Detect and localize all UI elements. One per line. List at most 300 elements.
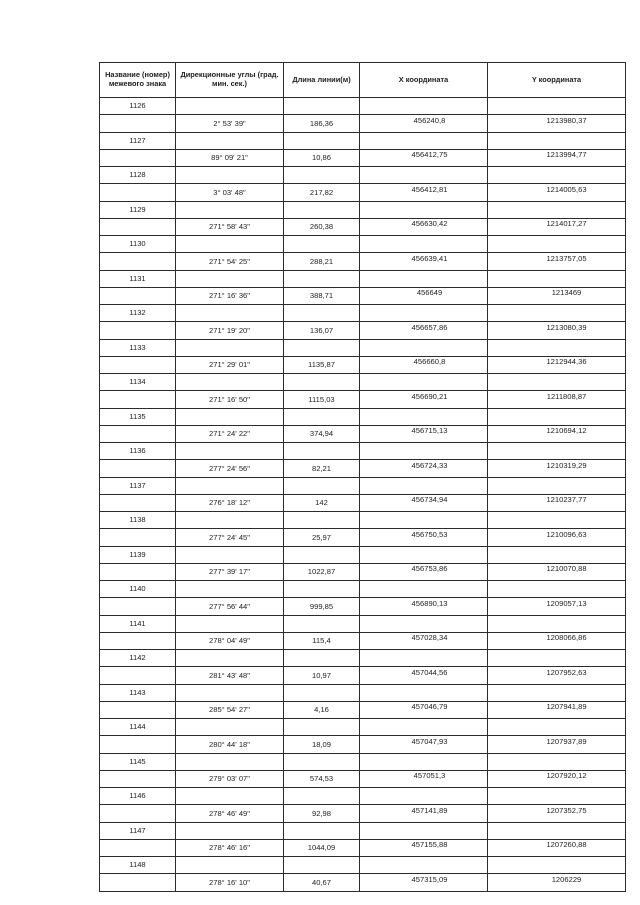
x-coordinate-cell [360,839,488,856]
coordinates-sheet [99,62,625,887]
line-length-cell [284,167,360,184]
direction-angle-cell [176,443,284,460]
point-name-cell-text: 1126 [129,101,146,111]
table-row [100,736,626,753]
point-name-cell [100,719,176,736]
direction-angle-cell [176,632,284,649]
y-coordinate-cell-text: 1209057,13 [546,598,587,608]
line-length-cell-text: 288,21 [309,256,334,266]
line-length-cell [284,201,360,218]
x-coordinate-cell-text: 456734,94 [411,495,448,505]
x-coordinate-cell [360,598,488,615]
direction-angle-cell [176,460,284,477]
point-name-cell [100,201,176,218]
table-row [100,408,626,425]
line-length-cell-text: 1135,87 [308,360,335,370]
direction-angle-cell [176,546,284,563]
direction-angle-cell [176,839,284,856]
x-coordinate-cell-text: 456240,8 [413,115,446,125]
line-length-cell-text: 115,4 [312,636,331,646]
table-row [100,356,626,373]
line-length-cell [284,460,360,477]
direction-angle-cell [176,201,284,218]
y-coordinate-cell [488,305,626,322]
table-row [100,253,626,270]
direction-angle-cell-text: 271° 24' 22" [209,429,250,439]
point-name-cell-text: 1129 [129,204,146,214]
y-coordinate-cell [488,184,626,201]
y-coordinate-cell [488,270,626,287]
y-coordinate-cell [488,753,626,770]
point-name-cell [100,701,176,718]
table-row [100,98,626,115]
direction-angle-cell [176,857,284,874]
x-coordinate-cell [360,874,488,891]
direction-angle-cell-text: 276° 18' 12" [209,498,250,508]
point-name-cell [100,805,176,822]
table-row [100,650,626,667]
point-name-cell [100,322,176,339]
point-name-cell [100,253,176,270]
line-length-cell [284,719,360,736]
y-coordinate-cell [488,770,626,787]
direction-angle-cell [176,753,284,770]
direction-angle-cell-text: 279° 03' 07" [209,774,250,784]
direction-angle-cell [176,874,284,891]
y-coordinate-cell [488,391,626,408]
point-name-cell [100,563,176,580]
point-name-cell-text: 1144 [129,722,146,732]
point-name-cell [100,839,176,856]
table-row [100,425,626,442]
table-row [100,788,626,805]
x-coordinate-cell-text: 456753,86 [411,564,448,574]
x-coordinate-cell [360,650,488,667]
direction-angle-cell [176,149,284,166]
point-name-cell [100,149,176,166]
line-length-cell [284,753,360,770]
table-row [100,218,626,235]
point-name-cell [100,512,176,529]
point-name-cell-text: 1146 [129,791,146,801]
line-length-cell [284,736,360,753]
x-coordinate-cell-text: 456724,33 [411,460,448,470]
y-coordinate-cell-text: 1214005,63 [546,184,587,194]
y-coordinate-cell [488,822,626,839]
y-coordinate-cell-text: 1208066,86 [546,633,587,643]
point-name-cell-text: 1131 [129,273,146,283]
x-coordinate-cell-text: 456649 [416,288,443,298]
y-coordinate-cell [488,218,626,235]
point-name-cell-text: 1148 [129,860,146,870]
table-row [100,529,626,546]
table-row [100,184,626,201]
direction-angle-cell [176,529,284,546]
point-name-cell [100,408,176,425]
y-coordinate-cell [488,512,626,529]
y-coordinate-cell [488,805,626,822]
x-coordinate-cell-text: 457141,89 [411,805,448,815]
y-coordinate-cell-text: 1210070,88 [546,564,587,574]
x-coordinate-cell [360,460,488,477]
x-coordinate-cell [360,425,488,442]
y-coordinate-cell-text: 1213980,37 [546,115,587,125]
direction-angle-cell [176,218,284,235]
direction-angle-cell [176,788,284,805]
table-row [100,770,626,787]
x-coordinate-cell [360,184,488,201]
x-coordinate-cell-text: 456750,53 [411,529,448,539]
x-coordinate-cell [360,322,488,339]
boundary-points-table [99,62,626,892]
point-name-cell-text: 1143 [129,687,146,697]
line-length-cell-text: 4,16 [314,705,329,715]
direction-angle-cell [176,253,284,270]
y-coordinate-cell [488,736,626,753]
point-name-cell-text: 1142 [129,653,146,663]
point-name-cell [100,581,176,598]
header-direction-angle: Дирекционные углы (град. мин. сек.) [176,63,284,98]
x-coordinate-cell [360,408,488,425]
direction-angle-cell [176,115,284,132]
line-length-cell-text: 388,71 [309,291,334,301]
table-row [100,391,626,408]
y-coordinate-cell [488,167,626,184]
table-row [100,270,626,287]
x-coordinate-cell-text: 457315,09 [411,874,448,884]
x-coordinate-cell [360,356,488,373]
point-name-cell [100,443,176,460]
direction-angle-cell-text: 285° 54' 27" [209,705,250,715]
line-length-cell-text: 374,94 [309,429,334,439]
point-name-cell-text: 1147 [129,825,146,835]
point-name-cell [100,184,176,201]
line-length-cell [284,598,360,615]
direction-angle-cell [176,650,284,667]
x-coordinate-cell [360,753,488,770]
x-coordinate-cell-text: 456715,13 [411,426,448,436]
table-row [100,822,626,839]
line-length-cell-text: 1044,09 [307,843,336,853]
direction-angle-cell [176,305,284,322]
x-coordinate-cell [360,701,488,718]
y-coordinate-cell [488,598,626,615]
line-length-cell-text: 142 [315,498,328,508]
direction-angle-cell [176,270,284,287]
point-name-cell-text: 1130 [129,239,146,249]
direction-angle-cell [176,684,284,701]
point-name-cell-text: 1132 [129,308,146,318]
y-coordinate-cell [488,149,626,166]
point-name-cell [100,425,176,442]
table-row [100,149,626,166]
direction-angle-cell [176,822,284,839]
line-length-cell [284,132,360,149]
point-name-cell [100,167,176,184]
table-row [100,701,626,718]
line-length-cell-text: 260,38 [309,222,334,232]
direction-angle-cell [176,408,284,425]
y-coordinate-cell [488,132,626,149]
x-coordinate-cell-text: 456690,21 [411,391,448,401]
direction-angle-cell [176,805,284,822]
line-length-cell [284,115,360,132]
x-coordinate-cell [360,201,488,218]
table-row [100,167,626,184]
y-coordinate-cell [488,425,626,442]
table-row [100,287,626,304]
line-length-cell-text: 1115,03 [308,394,335,404]
table-row [100,598,626,615]
line-length-cell [284,339,360,356]
line-length-cell [284,270,360,287]
line-length-cell-text: 217,82 [309,187,334,197]
x-coordinate-cell-text: 457028,34 [411,633,448,643]
line-length-cell [284,581,360,598]
y-coordinate-cell [488,857,626,874]
table-row [100,632,626,649]
y-coordinate-cell-text: 1210319,29 [546,460,587,470]
line-length-cell [284,684,360,701]
direction-angle-cell [176,236,284,253]
y-coordinate-cell [488,874,626,891]
y-coordinate-cell [488,339,626,356]
x-coordinate-cell [360,391,488,408]
direction-angle-cell-text: 271° 58' 43" [209,222,250,232]
table-row [100,236,626,253]
y-coordinate-cell-text: 1207937,89 [546,736,587,746]
direction-angle-cell [176,287,284,304]
line-length-cell [284,356,360,373]
y-coordinate-cell [488,98,626,115]
x-coordinate-cell [360,546,488,563]
point-name-cell-text: 1128 [129,170,146,180]
line-length-cell-text: 10,86 [311,153,331,163]
y-coordinate-cell [488,615,626,632]
direction-angle-cell-text: 271° 16' 50" [209,394,250,404]
line-length-cell-text: 92,98 [311,808,331,818]
x-coordinate-cell [360,477,488,494]
direction-angle-cell-text: 277° 39' 17" [209,567,250,577]
y-coordinate-cell-text: 1210694,12 [546,426,587,436]
x-coordinate-cell [360,305,488,322]
direction-angle-cell [176,598,284,615]
y-coordinate-cell [488,546,626,563]
point-name-cell-text: 1138 [129,515,146,525]
table-row [100,874,626,891]
y-coordinate-cell-text: 1210096,63 [546,529,587,539]
line-length-cell [284,512,360,529]
y-coordinate-cell [488,529,626,546]
y-coordinate-cell-text: 1207920,12 [546,771,587,781]
point-name-cell [100,736,176,753]
x-coordinate-cell [360,218,488,235]
y-coordinate-cell [488,374,626,391]
point-name-cell [100,857,176,874]
point-name-cell [100,874,176,891]
y-coordinate-cell-text: 1207952,63 [546,667,587,677]
y-coordinate-cell [488,201,626,218]
point-name-cell-text: 1139 [129,549,146,559]
y-coordinate-cell [488,839,626,856]
line-length-cell [284,443,360,460]
y-coordinate-cell-text: 1210237,77 [546,495,587,505]
line-length-cell [284,650,360,667]
y-coordinate-cell-text: 1213757,05 [546,253,587,263]
table-row [100,512,626,529]
point-name-cell [100,632,176,649]
header-y-coordinate: Y координата [488,63,626,98]
table-row [100,581,626,598]
y-coordinate-cell [488,632,626,649]
table-row [100,443,626,460]
point-name-cell [100,305,176,322]
x-coordinate-cell-text: 457046,79 [411,702,448,712]
table-row [100,477,626,494]
direction-angle-cell [176,581,284,598]
line-length-cell-text: 999,85 [309,601,334,611]
x-coordinate-cell-text: 456657,86 [411,322,448,332]
line-length-cell [284,408,360,425]
direction-angle-cell [176,477,284,494]
direction-angle-cell [176,167,284,184]
y-coordinate-cell [488,719,626,736]
point-name-cell [100,615,176,632]
line-length-cell [284,184,360,201]
direction-angle-cell-text: 277° 24' 45" [209,532,250,542]
direction-angle-cell-text: 271° 16' 36" [209,291,250,301]
y-coordinate-cell [488,356,626,373]
line-length-cell-text: 25,97 [311,532,331,542]
direction-angle-cell-text: 277° 56' 44" [209,601,250,611]
x-coordinate-cell [360,443,488,460]
direction-angle-cell-text: 271° 29' 01" [209,360,250,370]
y-coordinate-cell [488,563,626,580]
direction-angle-cell-text: 278° 46' 16" [209,843,250,853]
table-row [100,305,626,322]
line-length-cell [284,494,360,511]
point-name-cell [100,132,176,149]
direction-angle-cell [176,184,284,201]
x-coordinate-cell [360,167,488,184]
y-coordinate-cell [488,253,626,270]
table-row [100,374,626,391]
table-row [100,460,626,477]
point-name-cell-text: 1135 [129,411,146,421]
table-row [100,839,626,856]
direction-angle-cell [176,701,284,718]
x-coordinate-cell-text: 456639,41 [411,253,448,263]
point-name-cell-text: 1140 [129,584,146,594]
direction-angle-cell [176,132,284,149]
y-coordinate-cell-text: 1206229 [551,874,582,884]
y-coordinate-cell [488,443,626,460]
table-row [100,719,626,736]
line-length-cell-text: 136,07 [309,325,334,335]
x-coordinate-cell [360,512,488,529]
point-name-cell [100,218,176,235]
y-coordinate-cell-text: 1211808,87 [546,391,587,401]
point-name-cell-text: 1136 [129,446,146,456]
point-name-cell [100,788,176,805]
point-name-cell [100,356,176,373]
x-coordinate-cell [360,253,488,270]
direction-angle-cell [176,98,284,115]
line-length-cell-text: 40,67 [311,877,331,887]
y-coordinate-cell [488,650,626,667]
table-row [100,115,626,132]
x-coordinate-cell [360,684,488,701]
point-name-cell-text: 1137 [129,480,146,490]
x-coordinate-cell [360,667,488,684]
x-coordinate-cell [360,149,488,166]
point-name-cell [100,529,176,546]
table-header-row [100,63,626,98]
x-coordinate-cell [360,805,488,822]
x-coordinate-cell-text: 456660,8 [413,357,446,367]
table-row [100,132,626,149]
point-name-cell [100,391,176,408]
table-row [100,546,626,563]
point-name-cell-text: 1145 [129,756,146,766]
point-name-cell [100,667,176,684]
table-row [100,339,626,356]
y-coordinate-cell [488,581,626,598]
x-coordinate-cell [360,581,488,598]
x-coordinate-cell [360,529,488,546]
direction-angle-cell [176,374,284,391]
direction-angle-cell-text: 281° 43' 48" [209,670,250,680]
line-length-cell [284,98,360,115]
header-point-name: Название (номер) межевого знака [100,63,176,98]
table-row [100,857,626,874]
y-coordinate-cell [488,494,626,511]
x-coordinate-cell [360,632,488,649]
line-length-cell [284,839,360,856]
x-coordinate-cell [360,788,488,805]
line-length-cell [284,287,360,304]
x-coordinate-cell-text: 456630,42 [411,219,448,229]
x-coordinate-cell [360,563,488,580]
x-coordinate-cell [360,98,488,115]
line-length-cell [284,632,360,649]
direction-angle-cell [176,719,284,736]
direction-angle-cell [176,339,284,356]
table-row [100,667,626,684]
y-coordinate-cell [488,788,626,805]
direction-angle-cell [176,736,284,753]
y-coordinate-cell [488,701,626,718]
direction-angle-cell-text: 277° 24' 56" [209,463,250,473]
table-body [100,98,626,892]
y-coordinate-cell [488,477,626,494]
point-name-cell [100,115,176,132]
point-name-cell [100,270,176,287]
line-length-cell [284,236,360,253]
x-coordinate-cell-text: 456890,13 [411,598,448,608]
line-length-cell [284,425,360,442]
line-length-cell [284,391,360,408]
direction-angle-cell-text: 278° 04' 49" [209,636,250,646]
x-coordinate-cell [360,287,488,304]
x-coordinate-cell [360,719,488,736]
line-length-cell [284,788,360,805]
line-length-cell [284,857,360,874]
point-name-cell-text: 1134 [129,377,146,387]
direction-angle-cell-text: 280° 44' 18" [209,739,250,749]
direction-angle-cell [176,425,284,442]
table-row [100,615,626,632]
